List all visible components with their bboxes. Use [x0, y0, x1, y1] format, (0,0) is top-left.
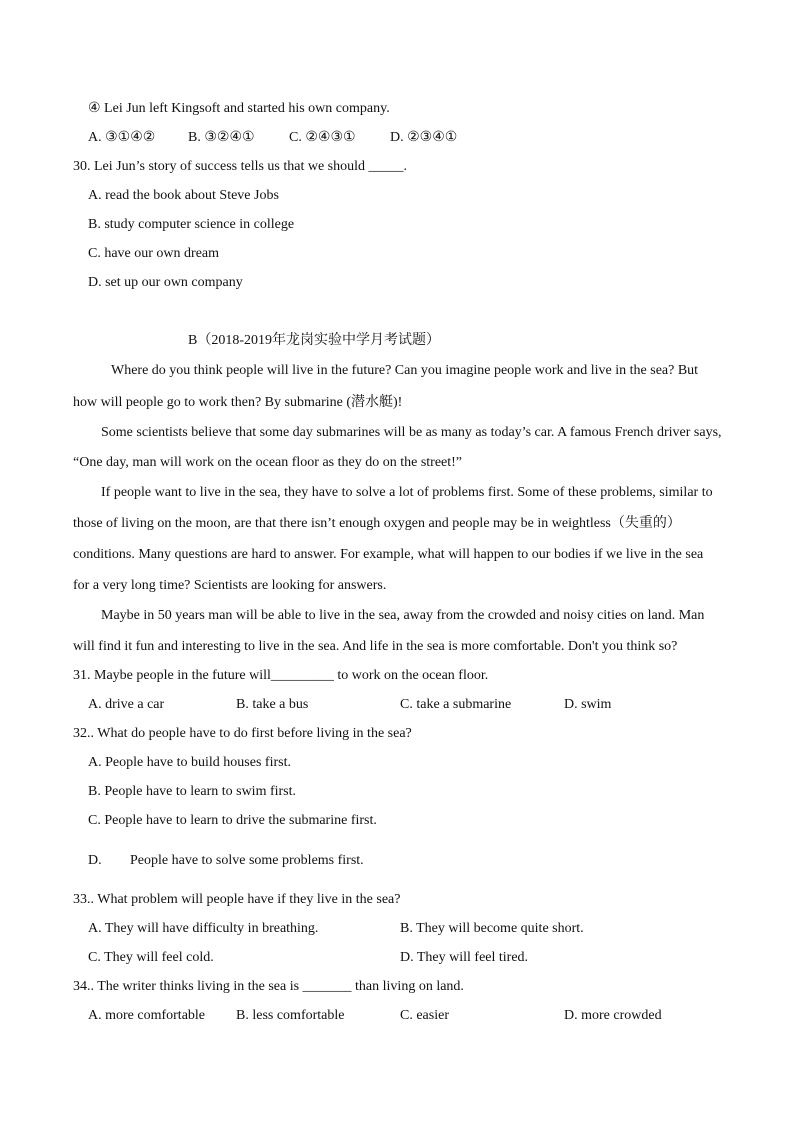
passage-line: for a very long time? Scientists are looking for answers.: [73, 578, 387, 593]
q29-option-c: C. ②④③①: [289, 130, 356, 145]
q29-option-b: B. ③②④①: [188, 130, 255, 145]
passage-line: If people want to live in the sea, they have to solve a lot of problems first. Some of these problems, similar to: [101, 485, 713, 500]
passage-line: “One day, man will work on the ocean floor as they do on the street!”: [73, 455, 463, 470]
q32-option-d-letter: D.: [88, 853, 102, 868]
q32-option-c: C. People have to learn to drive the submarine first.: [88, 813, 377, 828]
passage-line: conditions. Many questions are hard to answer. For example, what will happen to our bodies if we live in the sea: [73, 547, 704, 562]
q34-stem: 34.. The writer thinks living in the sea is _______ than living on land.: [73, 979, 464, 994]
q30-option-d: D. set up our own company: [88, 275, 243, 290]
q32-option-b: B. People have to learn to swim first.: [88, 784, 297, 799]
q31-option-c: C. take a submarine: [400, 697, 512, 712]
q29-item-4: ④ Lei Jun left Kingsoft and started his own company.: [88, 101, 390, 116]
q31-stem: 31. Maybe people in the future will_________ to work on the ocean floor.: [73, 668, 489, 683]
q30-stem: 30. Lei Jun’s story of success tells us that we should _____.: [73, 159, 408, 174]
q33-option-d: D. They will feel tired.: [400, 950, 529, 965]
q29-option-a: A. ③①④②: [88, 130, 156, 145]
passage-line: Where do you think people will live in the future? Can you imagine people work and live in the sea? But: [111, 363, 699, 378]
q31-option-a: A. drive a car: [88, 697, 165, 712]
q31-option-b: B. take a bus: [236, 697, 309, 712]
q33-option-c: C. They will feel cold.: [88, 950, 214, 965]
passage-line: will find it fun and interesting to live in the sea. And life in the sea is more comfortable. Don't you think so?: [73, 639, 678, 654]
q34-option-b: B. less comfortable: [236, 1008, 345, 1023]
passage-line: how will people go to work then? By submarine (潜水艇)!: [73, 395, 403, 410]
q34-option-c: C. easier: [400, 1008, 449, 1023]
section-b-heading: B（2018-2019年龙岗实验中学月考试题）: [188, 333, 440, 348]
passage-line: Some scientists believe that some day submarines will be as many as today’s car. A famous French driver says,: [101, 425, 722, 440]
q32-stem: 32.. What do people have to do first before living in the sea?: [73, 726, 412, 741]
q30-option-b: B. study computer science in college: [88, 217, 295, 232]
q33-option-b: B. They will become quite short.: [400, 921, 584, 936]
q34-option-a: A. more comfortable: [88, 1008, 206, 1023]
q29-option-d: D. ②③④①: [390, 130, 458, 145]
q34-option-d: D. more crowded: [564, 1008, 662, 1023]
q33-option-a: A. They will have difficulty in breathing.: [88, 921, 319, 936]
q33-stem: 33.. What problem will people have if they live in the sea?: [73, 892, 401, 907]
q32-option-d-text: People have to solve some problems first.: [130, 853, 364, 868]
passage-line: those of living on the moon, are that there isn’t enough oxygen and people may be in weightless（失重的）: [73, 516, 681, 531]
q31-option-d: D. swim: [564, 697, 612, 712]
passage-line: Maybe in 50 years man will be able to live in the sea, away from the crowded and noisy cities on land. Man: [101, 608, 705, 623]
q32-option-a: A. People have to build houses first.: [88, 755, 291, 770]
q30-option-a: A. read the book about Steve Jobs: [88, 188, 279, 203]
q30-option-c: C. have our own dream: [88, 246, 220, 261]
